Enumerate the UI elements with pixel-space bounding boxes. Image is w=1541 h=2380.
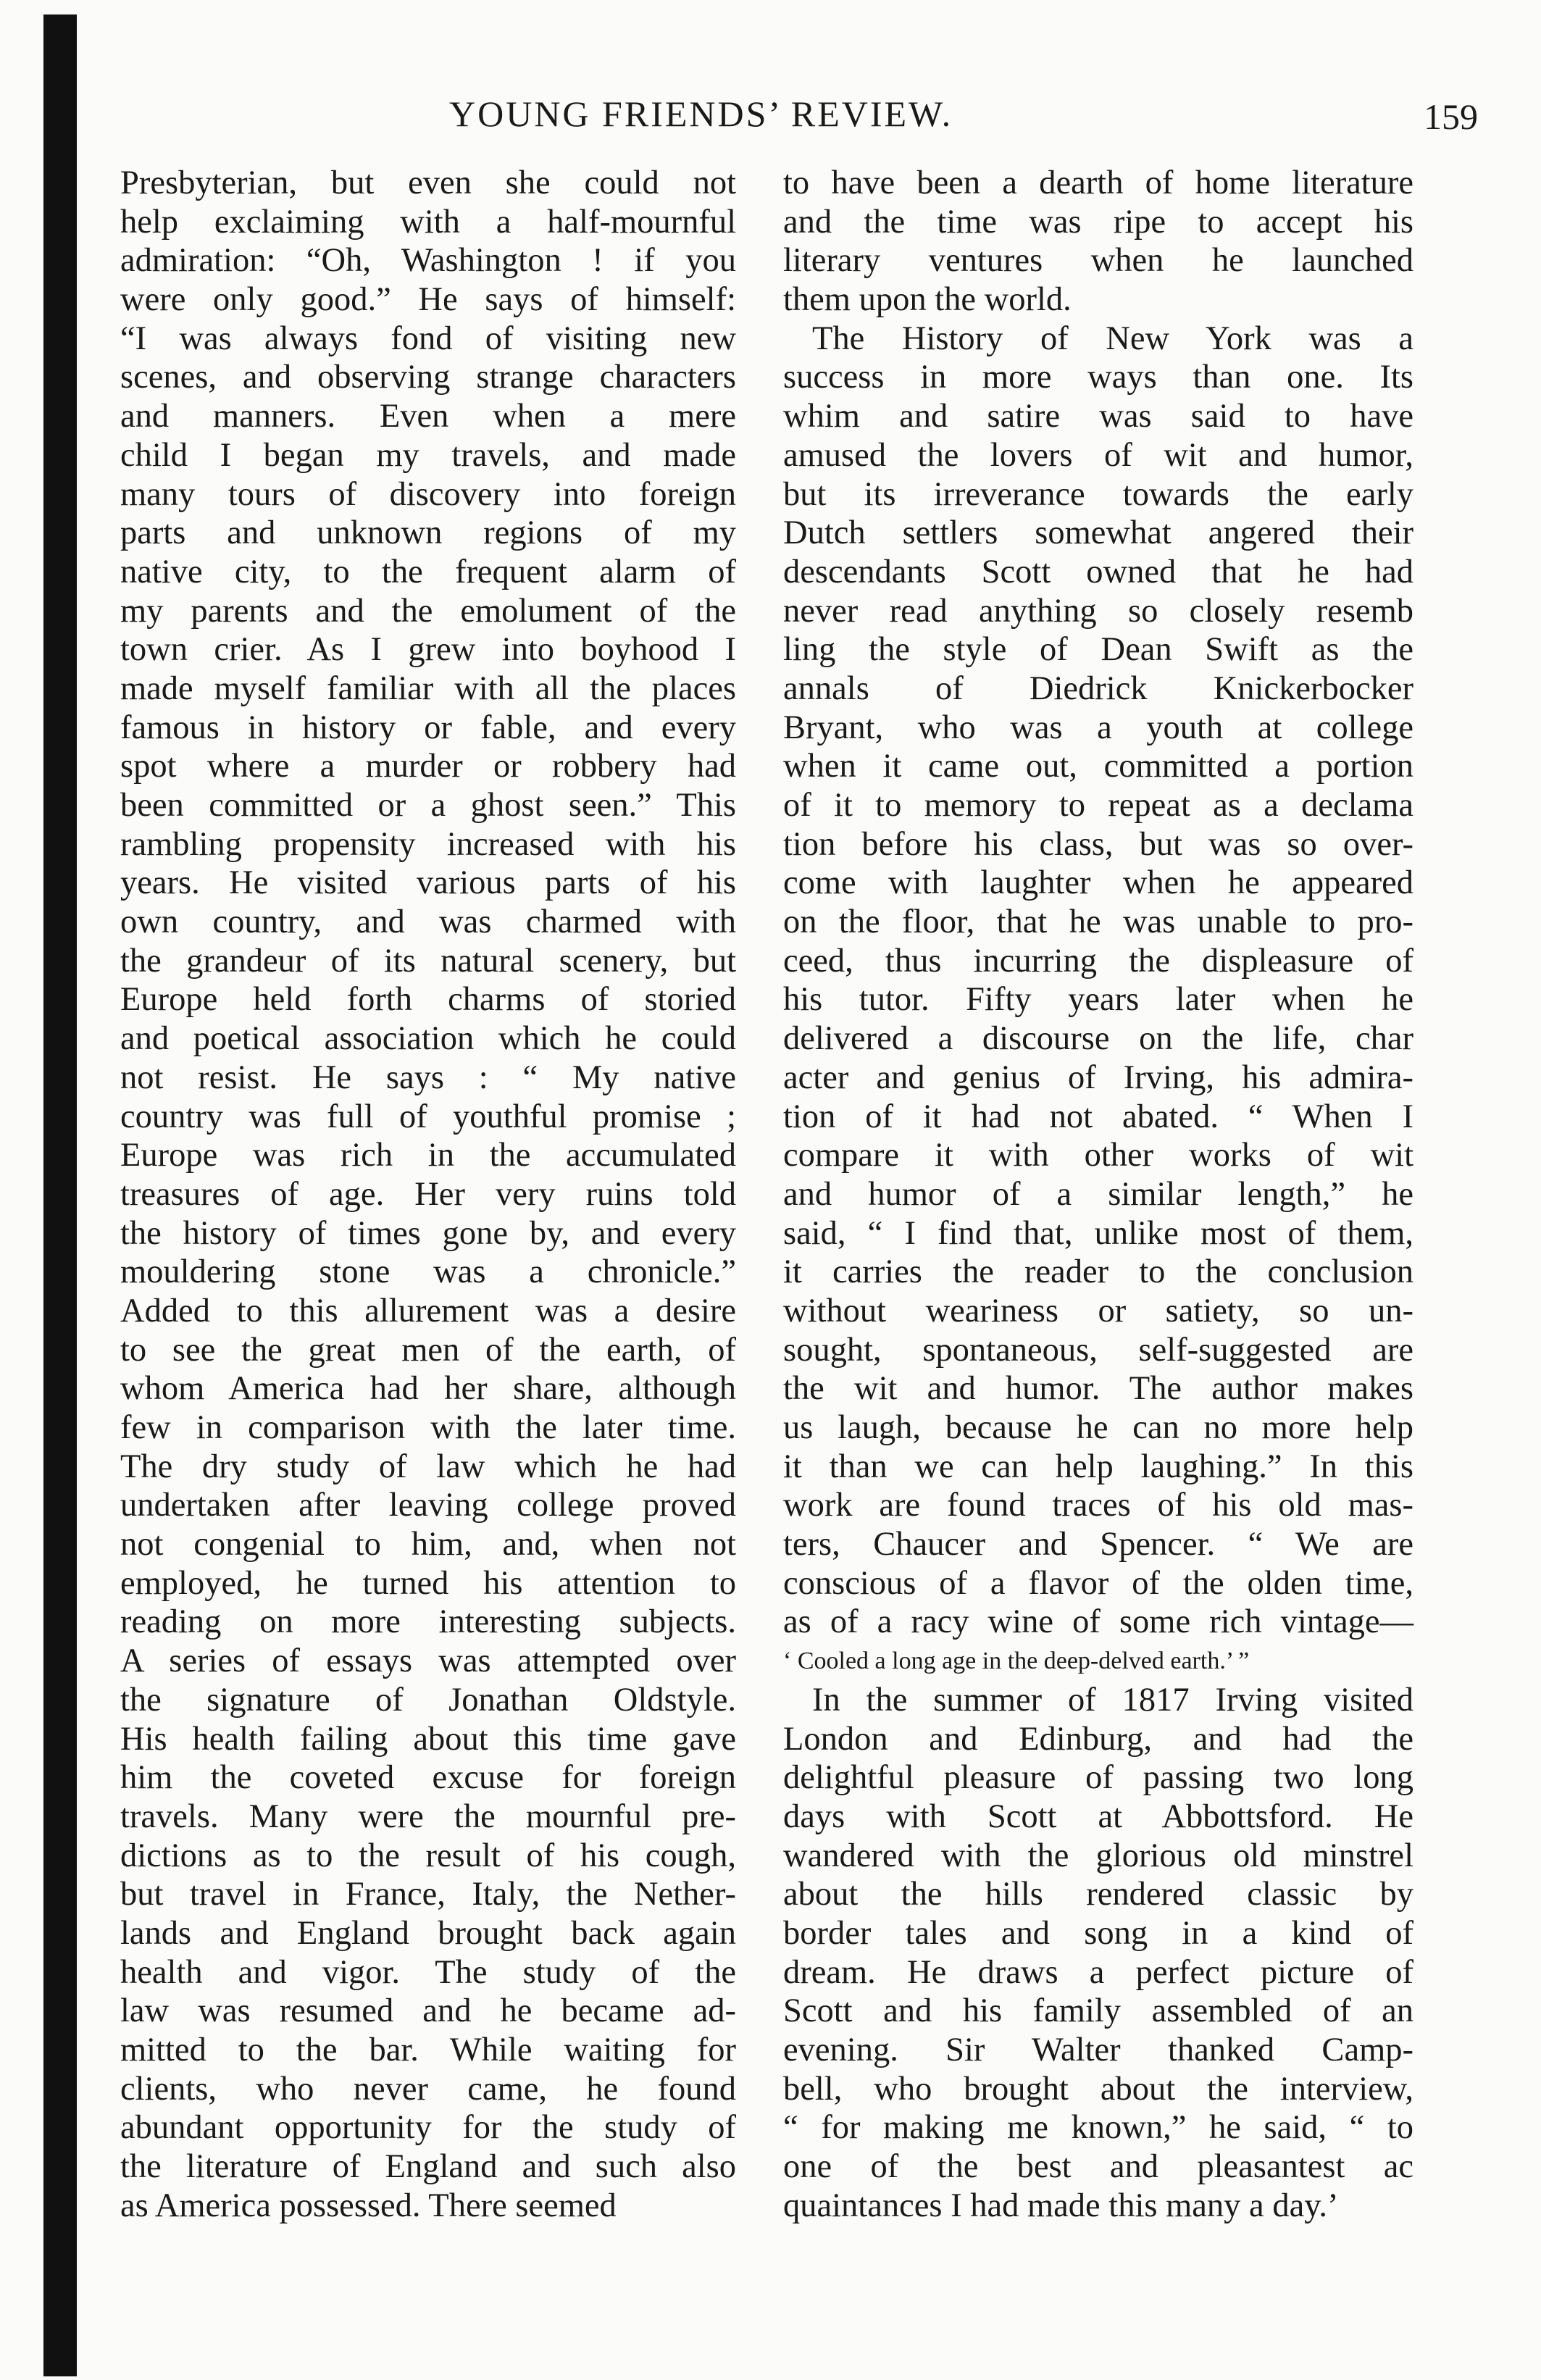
text-line: tion before his class, but was so over- xyxy=(783,825,1413,863)
text-line: been committed or a ghost seen.” This xyxy=(120,787,736,824)
text-line: dream. He draws a perfect picture of xyxy=(783,1953,1413,1991)
text-line: and the time was ripe to accept his xyxy=(783,203,1413,241)
text-line: Europe held forth charms of storied xyxy=(120,981,736,1019)
text-line: town crier. As I grew into boyhood I xyxy=(120,631,736,669)
right-column xyxy=(783,164,1413,2225)
text-line: not congenial to him, and, when not xyxy=(120,1526,736,1563)
text-line: acter and genius of Irving, his admira- xyxy=(783,1059,1413,1096)
text-line: sought, spontaneous, self-suggested are xyxy=(783,1331,1413,1369)
text-line: amused the lovers of wit and humor, xyxy=(783,436,1413,474)
text-line: abundant opportunity for the study of xyxy=(120,2109,736,2147)
text-line: it carries the reader to the conclusion xyxy=(783,1253,1413,1291)
text-line: but travel in France, Italy, the Nether- xyxy=(120,1876,736,1913)
text-line: child I began my travels, and made xyxy=(120,436,736,474)
text-line: delivered a discourse on the life, char xyxy=(783,1020,1413,1058)
text-line: one of the best and pleasantest ac xyxy=(783,2148,1413,2186)
text-line: and manners. Even when a mere xyxy=(120,398,736,435)
text-line: tion of it had not abated. “ When I xyxy=(783,1098,1413,1135)
left-column xyxy=(120,164,736,2225)
text-line: the wit and humor. The author makes xyxy=(783,1370,1413,1408)
page-binding-edge xyxy=(43,14,77,2376)
text-line: never read anything so closely resemb xyxy=(783,592,1413,630)
text-line: admiration: “Oh, Washington ! if you xyxy=(120,242,736,280)
text-line: help exclaiming with a half-mournful xyxy=(120,203,736,241)
running-title: YOUNG FRIENDS’ REVIEW. xyxy=(449,93,953,134)
text-line: them upon the world. xyxy=(783,281,1072,319)
text-line: but its irreverance towards the early xyxy=(783,475,1413,513)
text-line: evening. Sir Walter thanked Camp- xyxy=(783,2032,1413,2068)
text-line: delightful pleasure of passing two long xyxy=(783,1759,1413,1797)
text-line: many tours of discovery into foreign xyxy=(120,475,736,513)
text-line: the grandeur of its natural scenery, but xyxy=(120,942,736,980)
text-line: come with laughter when he appeared xyxy=(783,864,1413,902)
text-line: about the hills rendered classic by xyxy=(783,1876,1413,1913)
text-line: bell, who brought about the interview, xyxy=(783,2070,1413,2108)
text-line: Dutch settlers somewhat angered their xyxy=(783,514,1413,552)
text-line: Bryant, who was a youth at college xyxy=(783,709,1413,746)
text-line: His health failing about this time gave xyxy=(120,1720,736,1758)
text-line: of it to memory to repeat as a declama xyxy=(783,787,1413,824)
text-line: reading on more interesting subjects. xyxy=(120,1603,736,1641)
text-line: the history of times gone by, and every xyxy=(120,1214,736,1252)
text-line: descendants Scott owned that he had xyxy=(783,553,1413,590)
text-line: border tales and song in a kind of xyxy=(783,1914,1413,1952)
text-line: Scott and his family assembled of an xyxy=(783,1992,1413,2030)
text-line: travels. Many were the mournful pre- xyxy=(120,1797,736,1835)
text-line: ters, Chaucer and Spencer. “ We are xyxy=(783,1526,1413,1563)
text-line: Added to this allurement was a desire xyxy=(120,1292,736,1329)
text-line: were only good.” He says of himself: xyxy=(120,281,736,319)
text-line: on the floor, that he was unable to pro- xyxy=(783,903,1413,941)
text-line: quaintances I had made this many a day.’ xyxy=(783,2187,1339,2224)
text-line: “I was always fond of visiting new xyxy=(120,320,736,357)
text-line: made myself familiar with all the places xyxy=(120,669,736,707)
text-line: whom America had her share, although xyxy=(120,1370,736,1408)
text-line: conscious of a flavor of the olden time, xyxy=(783,1564,1413,1602)
text-line: ceed, thus incurring the displeasure of xyxy=(783,942,1413,980)
text-line: whim and satire was said to have xyxy=(783,398,1413,435)
text-line: annals of Diedrick Knickerbocker xyxy=(783,669,1413,707)
text-line: dictions as to the result of his cough, xyxy=(120,1837,736,1874)
text-line: London and Edinburg, and had the xyxy=(783,1720,1413,1758)
text-line: The dry study of law which he had xyxy=(120,1448,736,1485)
text-line: mouldering stone was a chronicle.” xyxy=(120,1253,736,1291)
text-line: when it came out, committed a portion xyxy=(783,748,1413,785)
text-line: few in comparison with the later time. xyxy=(120,1409,736,1446)
text-line: Europe was rich in the accumulated xyxy=(120,1137,736,1174)
text-line: ling the style of Dean Swift as the xyxy=(783,631,1413,669)
text-line: days with Scott at Abbottsford. He xyxy=(783,1797,1413,1835)
text-line: health and vigor. The study of the xyxy=(120,1953,736,1991)
text-line: employed, he turned his attention to xyxy=(120,1564,736,1602)
text-line: and poetical association which he could xyxy=(120,1020,736,1058)
text-line: his tutor. Fifty years later when he xyxy=(783,981,1413,1019)
text-line: ‘ Cooled a long age in the deep-delved earth.’ ” xyxy=(783,1648,1250,1675)
text-line: my parents and the emolument of the xyxy=(120,592,736,630)
text-line: work are found traces of his old mas- xyxy=(783,1487,1413,1524)
text-line: parts and unknown regions of my xyxy=(120,514,736,552)
text-line: years. He visited various parts of his xyxy=(120,864,736,902)
text-line: treasures of age. Her very ruins told xyxy=(120,1175,736,1213)
text-line: us laugh, because he can no more help xyxy=(783,1409,1413,1446)
text-line: wandered with the glorious old minstrel xyxy=(783,1837,1413,1874)
text-line: as of a racy wine of some rich vintage— xyxy=(783,1603,1413,1641)
text-line: scenes, and observing strange characters xyxy=(120,359,736,396)
text-line: said, “ I find that, unlike most of them, xyxy=(783,1214,1413,1252)
text-line: “ for making me known,” he said, “ to xyxy=(783,2109,1413,2147)
text-line: him the coveted excuse for foreign xyxy=(120,1759,736,1797)
text-line: native city, to the frequent alarm of xyxy=(120,553,736,590)
text-line: Presbyterian, but even she could not xyxy=(120,164,736,201)
page-number: 159 xyxy=(1424,96,1478,137)
text-line: The History of New York was a xyxy=(812,320,1413,357)
text-line: not resist. He says : “ My native xyxy=(120,1059,736,1096)
text-line: and humor of a similar length,” he xyxy=(783,1175,1413,1213)
text-line: clients, who never came, he found xyxy=(120,2070,736,2108)
page-header xyxy=(109,85,1485,143)
text-line: the literature of England and such also xyxy=(120,2148,736,2186)
text-line: the signature of Jonathan Oldstyle. xyxy=(120,1681,736,1719)
text-line: spot where a murder or robbery had xyxy=(120,748,736,785)
text-line: mitted to the bar. While waiting for xyxy=(120,2032,736,2068)
text-line: literary ventures when he launched xyxy=(783,242,1413,280)
text-line: law was resumed and he became ad- xyxy=(120,1992,736,2030)
text-line: lands and England brought back again xyxy=(120,1914,736,1952)
text-line: compare it with other works of wit xyxy=(783,1137,1413,1174)
text-line: to have been a dearth of home literature xyxy=(783,164,1413,201)
text-line: without weariness or satiety, so un- xyxy=(783,1292,1413,1329)
text-line: rambling propensity increased with his xyxy=(120,825,736,863)
text-line: famous in history or fable, and every xyxy=(120,709,736,746)
text-line: A series of essays was attempted over xyxy=(120,1642,736,1680)
text-line: as America possessed. There seemed xyxy=(120,2187,617,2224)
text-line: country was full of youthful promise ; xyxy=(120,1098,736,1135)
text-line: success in more ways than one. Its xyxy=(783,359,1413,396)
text-line: In the summer of 1817 Irving visited xyxy=(812,1681,1413,1719)
text-line: to see the great men of the earth, of xyxy=(120,1331,736,1369)
text-line: it than we can help laughing.” In this xyxy=(783,1448,1413,1485)
text-line: own country, and was charmed with xyxy=(120,903,736,941)
text-line: undertaken after leaving college proved xyxy=(120,1487,736,1524)
